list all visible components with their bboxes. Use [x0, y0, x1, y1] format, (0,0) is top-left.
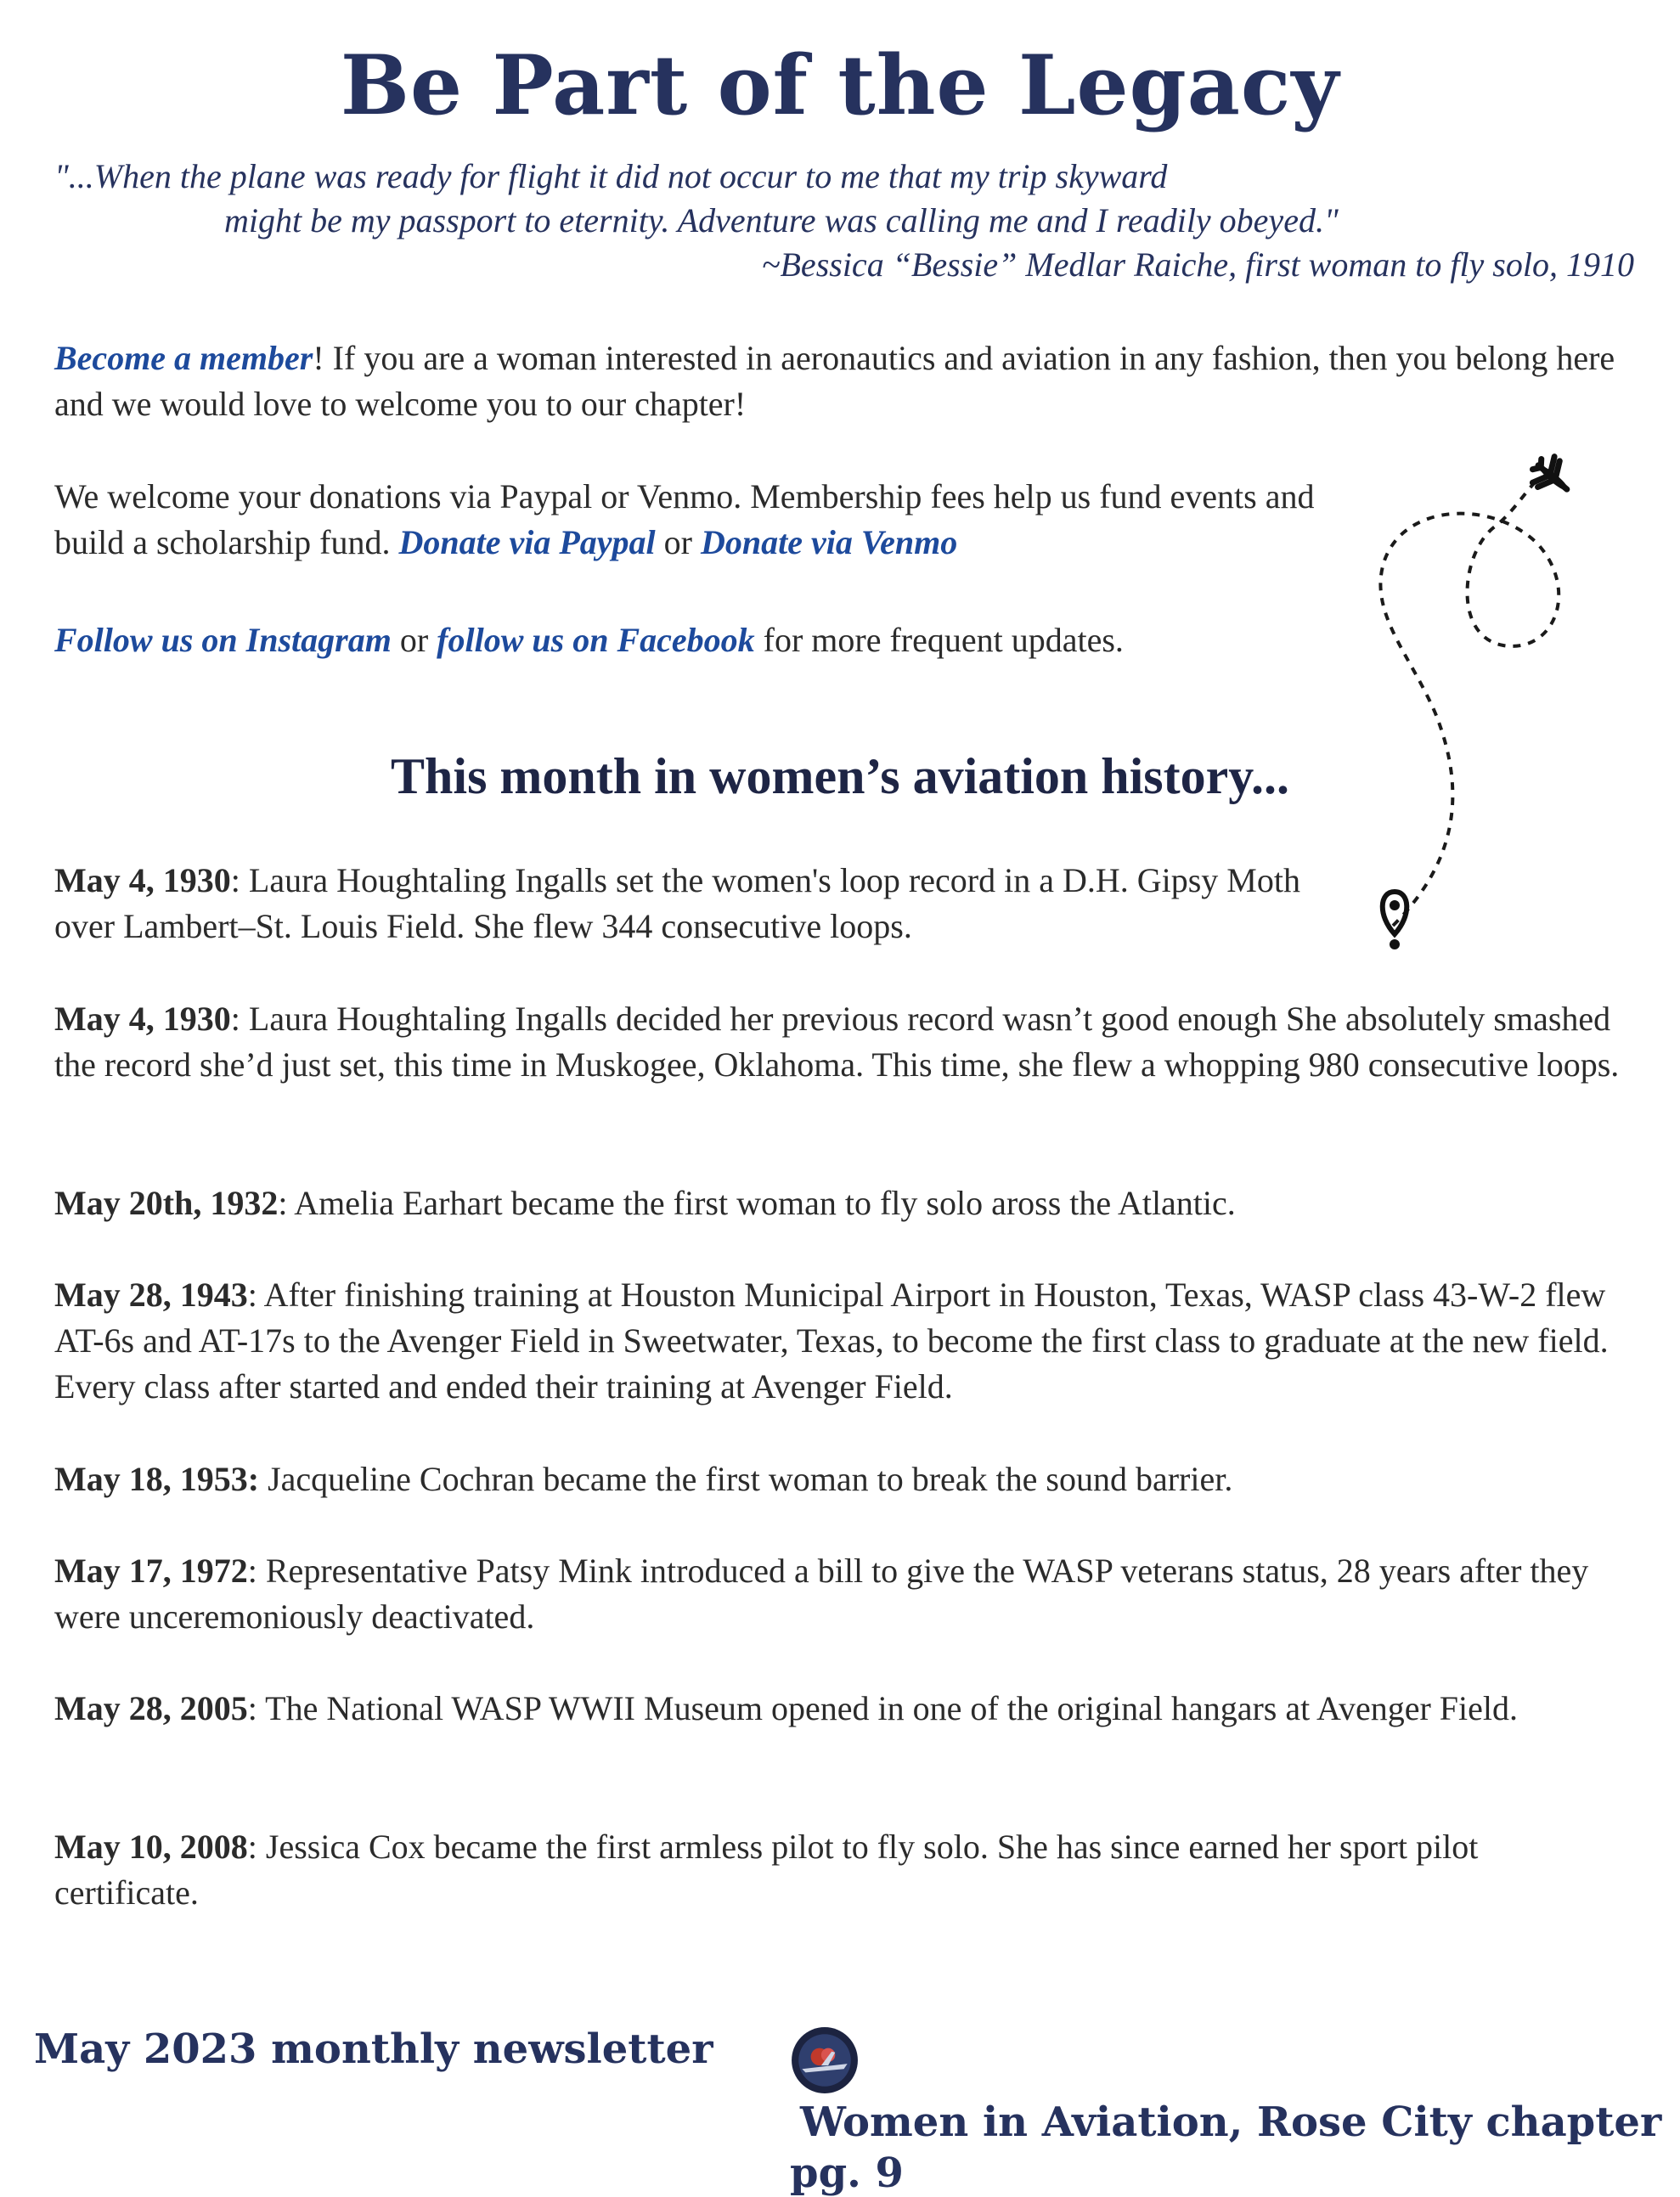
event-date: May 28, 2005	[54, 1689, 248, 1727]
flight-path-decoration	[1359, 442, 1614, 968]
donations-or: or	[655, 523, 701, 561]
airplane-icon	[1526, 451, 1579, 503]
quote-line-1: "...When the plane was ready for flight it did not occur to me that my trip skyward	[54, 157, 1168, 195]
event-text: : Laura Houghtaling Ingalls decided her previous record wasn’t good enough She absolutely smashed the record she’d just set, this time in Muskogee, Oklahoma. This time, she flew a whopping 980 consecutive loops.	[54, 1000, 1620, 1084]
donations-text: We welcome your donations via Paypal or Venmo. Membership fees help us fund events and build a scholarship fund.	[54, 477, 1315, 561]
facebook-link[interactable]: follow us on Facebook	[437, 621, 755, 659]
event-date: May 20th, 1932	[54, 1184, 279, 1222]
map-pin-icon	[1383, 892, 1407, 949]
history-event	[54, 996, 1626, 1088]
event-date: May 10, 2008	[54, 1828, 248, 1866]
event-text: Jacqueline Cochran became the first woman to break the sound barrier.	[259, 1460, 1233, 1498]
event-text: : After finishing training at Houston Municipal Airport in Houston, Texas, WASP class 43-W-2 flew AT-6s and AT-17s to the Avenger Field in Sweetwater, Texas, to become the first class to graduate at the new field. Every class after started and ended their training at Avenger Field.	[54, 1276, 1609, 1406]
event-text: : The National WASP WWII Museum opened in one of the original hangars at Avenger Field.	[247, 1689, 1518, 1727]
donate-venmo-link[interactable]: Donate via Venmo	[701, 523, 958, 561]
event-text: : Laura Houghtaling Ingalls set the women's loop record in a D.H. Gipsy Moth over Lambert–St. Louis Field. She flew 344 consecutive loops.	[54, 861, 1300, 945]
chapter-logo-icon	[790, 2025, 860, 2095]
event-date: May 4, 1930	[54, 1000, 231, 1038]
newsletter-issue-label: May 2023 monthly newsletter	[34, 2025, 713, 2073]
history-event	[54, 1272, 1626, 1410]
membership-text: ! If you are a woman interested in aeronautics and aviation in any fashion, then you belong here and we would love to welcome you to our chapter!	[54, 339, 1615, 423]
instagram-link[interactable]: Follow us on Instagram	[54, 621, 392, 659]
page-title: Be Part of the Legacy	[340, 37, 1340, 133]
become-member-link[interactable]: Become a member	[54, 339, 313, 377]
donations-paragraph	[54, 474, 1379, 566]
quote-line-2: might be my passport to eternity. Adventure was calling me and I readily obeyed."	[224, 201, 1339, 239]
social-text: for more frequent updates.	[754, 621, 1124, 659]
event-text: : Jessica Cox became the first armless pilot to fly solo. She has since earned her sport pilot certificate.	[54, 1828, 1479, 1912]
history-event	[54, 1824, 1626, 1916]
history-heading: This month in women’s aviation history...	[391, 748, 1289, 804]
history-event	[54, 858, 1328, 949]
event-date: May 4, 1930	[54, 861, 231, 899]
history-event	[54, 1456, 1626, 1502]
history-event	[54, 1180, 1626, 1226]
event-text: : Representative Patsy Mink introduced a bill to give the WASP veterans status, 28 years after they were unceremoniously deactivated.	[54, 1552, 1589, 1636]
event-date: May 18, 1953:	[54, 1460, 260, 1498]
history-event	[54, 1686, 1626, 1732]
donate-paypal-link[interactable]: Donate via Paypal	[398, 523, 656, 561]
quote-attribution: ~Bessica “Bessie” Medlar Raiche, first woman to fly solo, 1910	[761, 245, 1634, 284]
event-text: : Amelia Earhart became the first woman to fly solo aross the Atlantic.	[278, 1184, 1236, 1222]
page-number: pg. 9	[790, 2149, 904, 2197]
event-date: May 17, 1972	[54, 1552, 248, 1590]
footer-organization	[790, 2025, 1662, 2197]
organization-name: Women in Aviation, Rose City chapter	[800, 2098, 1662, 2146]
quote	[54, 155, 1634, 287]
social-or: or	[391, 621, 437, 659]
membership-paragraph	[54, 335, 1617, 427]
history-event	[54, 1548, 1626, 1640]
event-date: May 28, 1943	[54, 1276, 248, 1314]
